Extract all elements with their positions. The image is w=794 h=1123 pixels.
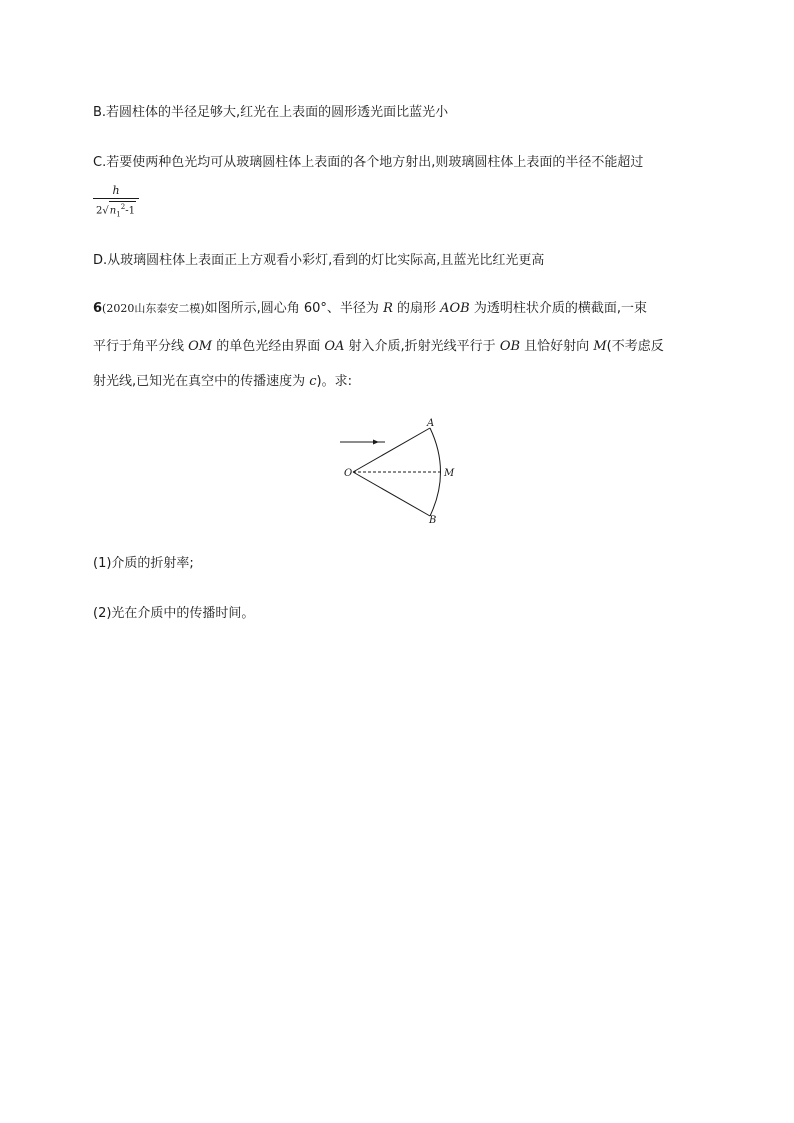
var-aob: AOB [440, 301, 470, 316]
edge-ob [353, 472, 430, 516]
question-6-line-2 [93, 337, 664, 357]
option-b: B.若圆柱体的半径足够大,红光在上表面的圆形透光面比蓝光小 [93, 105, 449, 120]
question-source: (2020山东泰安二模) [102, 302, 205, 315]
q6-text: (不考虑反 [606, 339, 664, 354]
q6-text: 射入介质,折射光线平行于 [344, 339, 500, 354]
den-base: n [109, 205, 117, 217]
fraction-bar [93, 198, 139, 199]
sub-question-2: (2)光在介质中的传播时间。 [93, 606, 255, 621]
var-m: M [593, 339, 607, 354]
q6-text: 且恰好射向 [520, 339, 594, 354]
edge-oa [353, 428, 430, 472]
q6-text: 射光线,已知光在真空中的传播速度为 [93, 374, 310, 389]
label-a: A [427, 418, 435, 429]
question-6-line-3 [93, 372, 352, 392]
question-number: 6 [93, 301, 103, 316]
option-d: D.从玻璃圆柱体上表面正上方观看小彩灯,看到的灯比实际高,且蓝光比红光更高 [93, 253, 545, 268]
var-oa: OA [324, 339, 345, 354]
label-m: M [444, 468, 455, 479]
q6-text: )。求: [316, 374, 352, 389]
q6-text: 的扇形 [392, 301, 441, 316]
fraction-denominator [93, 201, 139, 220]
den-subscript: 1 [116, 210, 121, 219]
label-b: B [429, 515, 437, 526]
var-om: OM [188, 339, 213, 354]
var-c: c [309, 374, 317, 389]
q6-text: 的单色光经由界面 [212, 339, 325, 354]
label-o: O [344, 468, 353, 479]
den-prefix: 2 [96, 205, 103, 217]
q6-text: 如图所示,圆心角 60°、半径为 [204, 301, 384, 316]
question-6-line-1 [93, 299, 647, 319]
var-r: R [383, 301, 393, 316]
den-tail: -1 [125, 205, 135, 217]
q6-text: 为透明柱状介质的横截面,一束 [469, 301, 648, 316]
den-superscript: 2 [120, 203, 126, 211]
sqrt-radicand [109, 201, 136, 220]
sector-diagram [330, 410, 470, 530]
var-ob: OB [499, 339, 521, 354]
fraction-numerator: h [112, 184, 120, 197]
ray-arrow-icon [373, 440, 379, 445]
option-c: C.若要使两种色光均可从玻璃圆柱体上表面的各个地方射出,则玻璃圆柱体上表面的半径不能超过 [93, 155, 644, 170]
sqrt-sign: √ [102, 205, 109, 217]
q6-text: 平行于角平分线 [93, 339, 189, 354]
sub-question-1: (1)介质的折射率; [93, 556, 194, 571]
fraction-expression [93, 184, 139, 220]
